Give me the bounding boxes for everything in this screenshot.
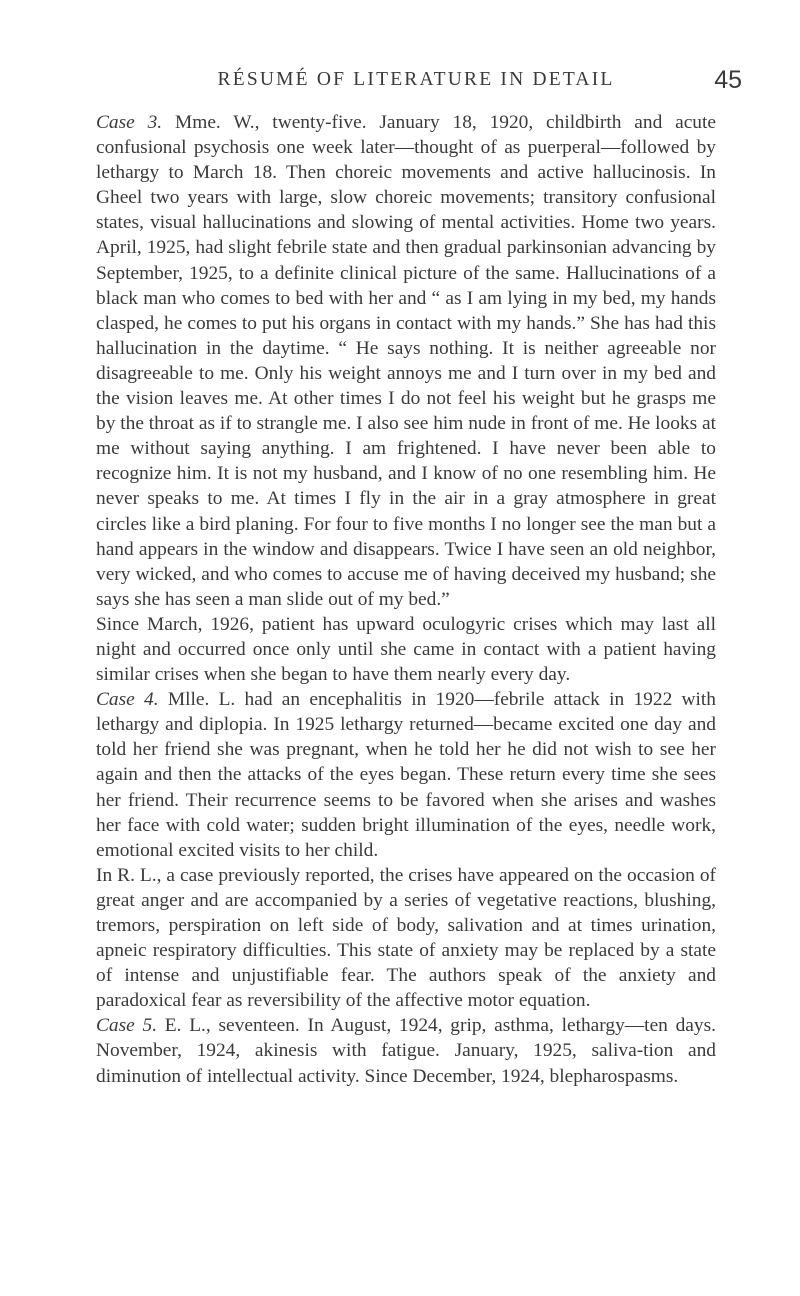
running-title: RÉSUMÉ OF LITERATURE IN DETAIL	[217, 69, 615, 90]
paragraph-case-3	[96, 110, 716, 612]
paragraph-text: In R. L., a case previously reported, the crises have appeared on the occasion of great anger and are accompanied by a series of vegetative reactions, blushing, tremors, perspiration on left side of body, salivation and at times urination, apneic respiratory difficulties. This state of anxiety may be replaced by a state of intense and unjustifiable fear. The authors speak of the anxiety and paradoxical fear as reversibility of the affective motor equation.	[96, 864, 716, 1012]
paragraph-r-l	[96, 863, 716, 1014]
body-text	[96, 110, 716, 1089]
case-label: Case 3.	[96, 112, 163, 133]
paragraph-case-4	[96, 687, 716, 863]
case-label: Case 5.	[96, 1015, 158, 1037]
page-number: 45	[714, 66, 742, 94]
paragraph-text: Mme. W., twenty-five. January 18, 1920, childbirth and acute confusional psychosis one week later—thought of as puerperal—followed by lethargy to March 18. Then choreic movements and active hallucinosis. In Gheel two years with large, slow choreic movements; transitory confusional states, visual hallucinations and slowing of mental activities. Home two years. April, 1925, had slight febrile state and then gradual parkinsonian advancing by September, 1925, to a definite clinical picture of the same. Hallucinations of a black man who comes to bed with her and “ as I am lying in my bed, my hands clasped, he comes to put his organs in contact with my hands.” She has had this hallucination in the daytime. “ He says nothing. It is neither agreeable nor disagreeable to me. Only his weight annoys me and I turn over in my bed and the vision leaves me. At other times I do not feel his weight but he grasps me by the throat as if to strangle me. I also see him nude in front of me. He looks at me without saying anything. I am frightened. I have never been able to recognize him. It is not my husband, and I know of no one resembling him. He never speaks to me. At times I fly in the air in a gray atmosphere in great circles like a bird planing. For four to five months I no longer see the man but a hand appears in the window and disappears. Twice I have seen an old neighbor, very wicked, and who comes to accuse me of having deceived my husband; she says she has seen a man slide out of my bed.”	[96, 112, 716, 610]
paragraph-text: Mlle. L. had an encephalitis in 1920—febrile attack in 1922 with lethargy and diplopia. In 1925 lethargy returned—became excited one day and told her friend she was pregnant, when he told her he did not wish to see her again and then the attacks of the eyes began. These return every time she sees her friend. Their recurrence seems to be favored when she arises and washes her face with cold water; sudden bright illumination of the eyes, needle work, emotional excited visits to her child.	[96, 689, 716, 861]
running-head	[96, 66, 742, 99]
case-label: Case 4.	[96, 689, 159, 711]
paragraph-text: E. L., seventeen. In August, 1924, grip, asthma, lethargy—ten days. November, 1924, akinesis with fatigue. January, 1925, saliva-tion and diminution of intellectual activity. Since December, 1924, blepharospasms.	[96, 1015, 716, 1087]
paragraph-text: Since March, 1926, patient has upward oculogyric crises which may last all night and occurred once only until she came in contact with a patient having similar crises when she began to have them nearly every day.	[96, 613, 716, 686]
paragraph-case-5	[96, 1013, 716, 1088]
paragraph-case-3-continued	[96, 612, 716, 687]
